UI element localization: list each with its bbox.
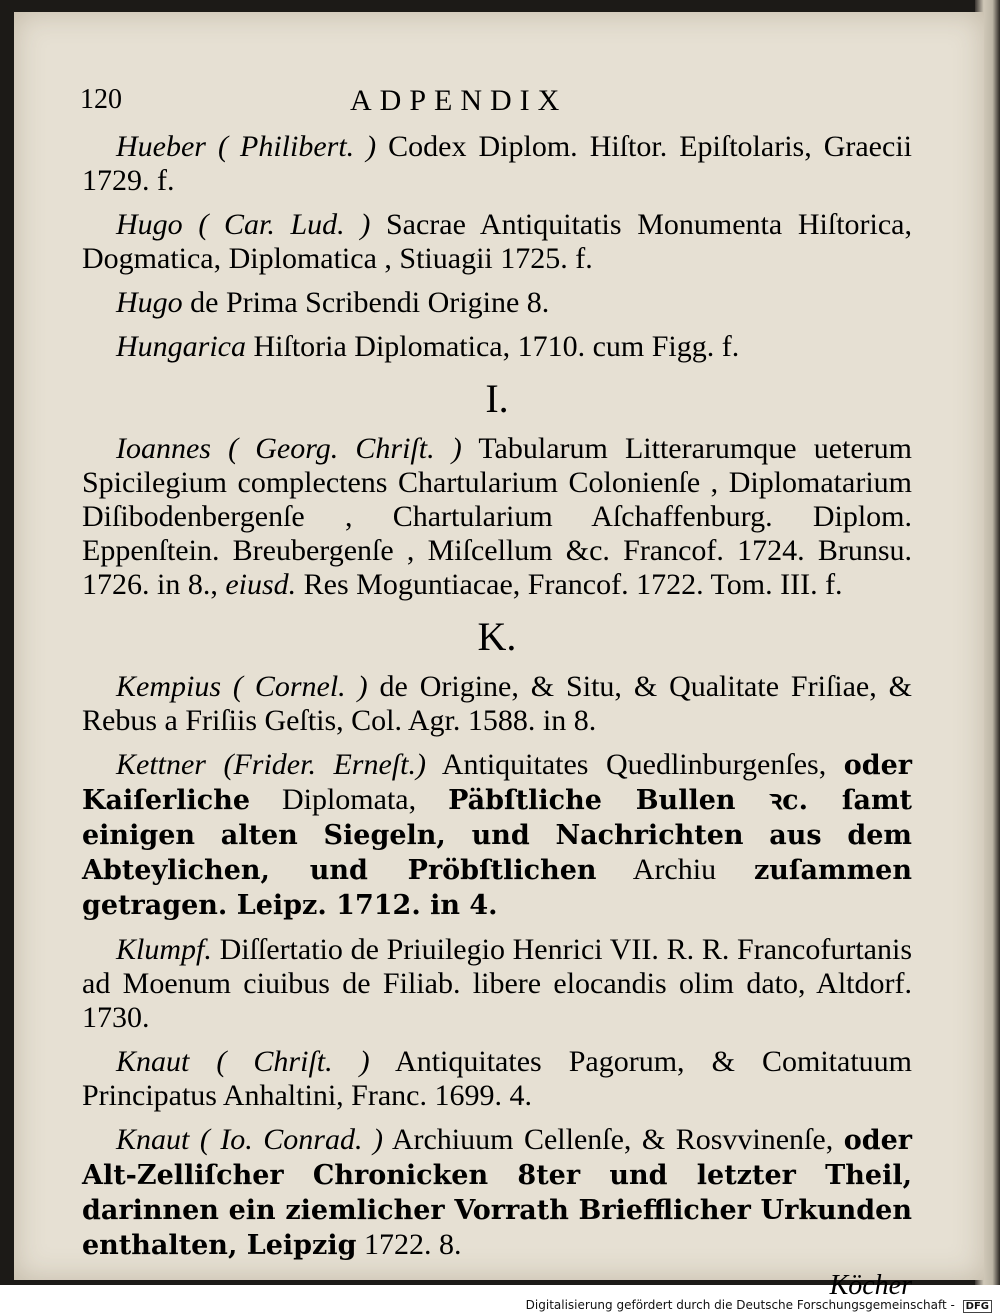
entry-text: Antiquitates Pagorum, & Comitatuum Principatus Anhaltini, Franc. 1699. 4. [82,1045,912,1112]
page-header [80,84,940,124]
entry-fraktur: Päbſtliche Bullen ꝛc. ſamt einigen alten Siegeln, und Nachrichten aus dem Abteylichen, und Pröbſtlichen [82,785,913,886]
running-title: ADPENDIX [350,84,568,117]
entry-kettner [82,748,912,923]
entry-klumpf [82,933,912,1035]
entry-hungarica [82,330,912,364]
entry-name: Kempius ( Cornel. ) [116,670,368,703]
footer-text: Digitalisierung gefördert durch die Deutsche Forschungsgemeinschaft - [525,1298,955,1312]
entry-name: Klumpf. [116,933,212,966]
entry-name: Kettner (Frider. Erneſt.) [116,748,426,781]
entry-hugo-car [82,208,912,276]
section-letter-k: K. [477,614,517,659]
entry-fraktur: zuſammen getragen. Leipz. 1712. in 4. [82,855,912,921]
entry-name: Hugo ( Car. Lud. ) [116,208,371,241]
entry-name: Hungarica [116,330,246,363]
entry-name: Ioannes ( Georg. Chriſt. ) [116,432,462,465]
entry-text: Archiuum Cellenſe, & Rosvvinenſe, [391,1123,834,1156]
dfg-logo: DFG [963,1300,992,1313]
entry-text: de Origine, & Situ, & Qualitate Friſiae, & Rebus a Friſiis Geſtis, Col. Agr. 1588. in 8. [82,670,913,737]
entry-text: Hiſtoria Diplomatica, 1710. cum Figg. f. [253,330,740,363]
entry-text: Res Moguntiacae, Francof. 1722. Tom. III. f. [303,568,843,601]
entry-knaut-conrad [82,1123,912,1263]
entry-name: Hueber ( Philibert. ) [116,130,377,163]
entry-text: Antiquitates Quedlinburgenſes, [441,748,827,781]
entry-italic: eiusd. [225,568,297,601]
entry-name: Knaut ( Io. Conrad. ) [116,1123,383,1156]
entry-text: Tabularum Litterarumque ueterum Spicilegium complectens Chartularium Colonienſe , Diplomatarium Diſibodenbergenſe , Chartularium Aſchaffenburg. Diplom. Eppenſtein. Breubergenſe , Miſcellum &c. Francof. 1724. Brunsu. 1726. in 8., [82,432,912,601]
entry-ioannes [82,432,912,602]
entry-fraktur: oder Alt-Zelliſcher Chronicken 8ter und letzter Theil, darinnen ein ziemlicher Vorrath Briefflicher Urkunden enthalten, Leipzig [82,1125,913,1261]
entry-name: Hugo [116,286,183,319]
page-content [82,130,912,1303]
entry-hugo [82,286,912,320]
entry-text: Archiu [632,853,717,886]
entry-kempius [82,670,912,738]
catchword: Köcher [829,1270,912,1301]
entry-text: Sacrae Antiquitatis Monumenta Hiſtorica, Dogmatica, Diplomatica , Stiuagii 1725. f. [82,208,912,275]
entry-text: 1722. 8. [364,1228,462,1261]
digitization-footer [526,1298,992,1313]
entry-hueber [82,130,912,198]
entry-knaut-christ [82,1045,912,1113]
entry-text: de Prima Scribendi Origine 8. [190,286,550,319]
entry-name: Knaut ( Chriſt. ) [116,1045,370,1078]
entry-fraktur: oder Kaiſerliche [82,750,912,816]
entry-text: Diplomata, [281,783,417,816]
entry-text: Diſſertatio de Priuilegio Henrici VII. R. R. Francofurtanis ad Moenum ciuibus de Filiab. libere elocandis olim dato, Altdorf. 1730. [82,933,913,1034]
section-letter-i: I. [485,376,509,421]
entry-text: Codex Diplom. Hiſtor. Epiſtolaris, Graecii 1729. f. [82,130,912,197]
page-number: 120 [80,84,122,115]
